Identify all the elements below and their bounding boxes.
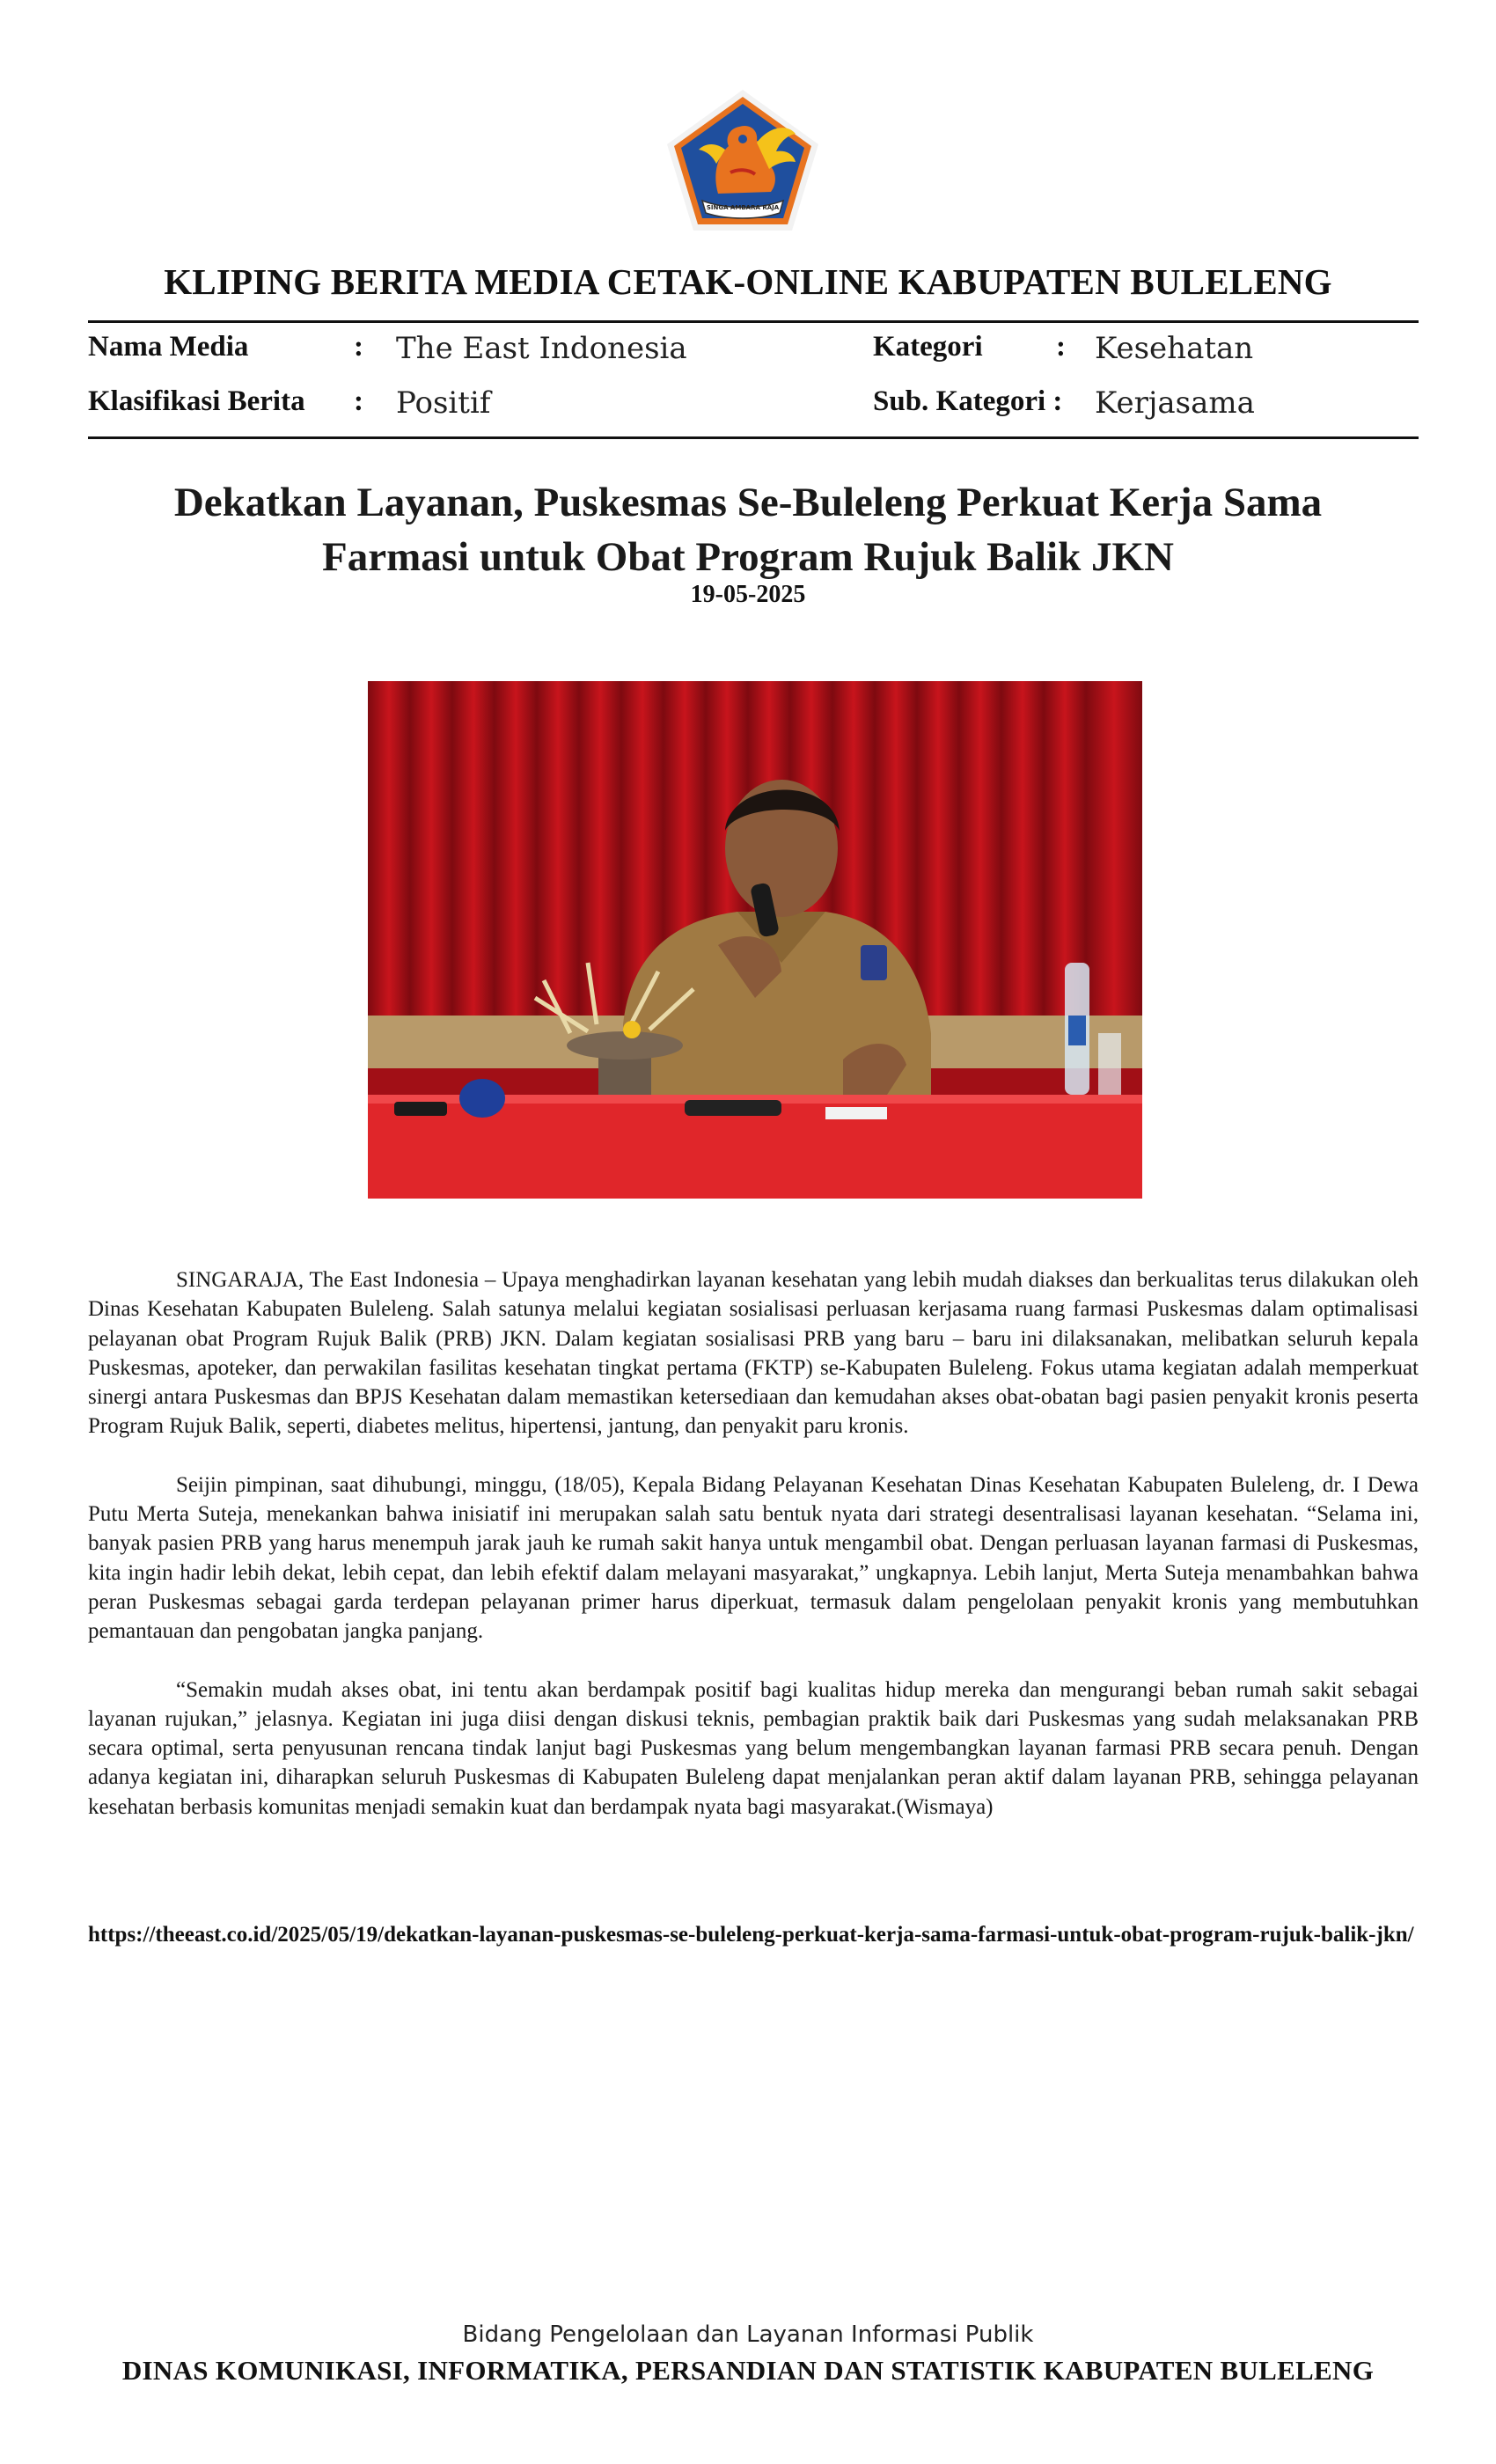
article-date: 19-05-2025	[690, 581, 806, 608]
sub-kategori-label: Sub. Kategori :	[873, 385, 1063, 417]
source-link[interactable]: https://theeast.co.id/2025/05/19/dekatkan-layanan-puskesmas-se-buleleng-perkuat-kerja-sama-farmasi-untuk-obat-program-rujuk-balik-jkn/	[88, 1923, 1414, 1947]
article-paragraph-1: SINGARAJA, The East Indonesia – Upaya menghadirkan layanan kesehatan yang lebih mudah diakses dan berkualitas terus dilakukan oleh Dinas Kesehatan Kabupaten Buleleng. Salah satunya melalui kegiatan sosialisasi perluasan kerjasama ruang farmasi Puskesmas dalam optimalisasi pelayanan obat Program Rujuk Balik (PRB) JKN. Dalam kegiatan sosialisasi PRB yang baru – baru ini dilaksanakan, melibatkan seluruh kepala Puskesmas, apoteker, dan perwakilan fasilitas kesehatan tingkat pertama (FKTP) se-Kabupaten Buleleng. Fokus utama kegiatan adalah memperkuat sinergi antara Puskesmas dan BPJS Kesehatan dalam memastikan ketersediaan dan kemudahan akses obat-obatan bagi pasien penyakit kronis peserta Program Rujuk Balik, seperti, diabetes melitus, hipertensi, jantung, dan penyakit paru kronis.	[88, 1268, 1419, 1439]
article-photo	[368, 681, 1142, 1199]
article-paragraph-3: “Semakin mudah akses obat, ini tentu akan berdampak positif bagi kualitas hidup mereka dan mengurangi beban rumah sakit sebagai layanan rujukan,” jelasnya. Kegiatan ini juga diisi dengan diskusi teknis, pembagian praktik baik dari Puskesmas yang sudah melaksanakan PRB secara optimal, serta penyusunan rencana tindak lanjut bagi Puskesmas yang belum mengembangkan layanan farmasi PRB secara penuh. Dengan adanya kegiatan ini, diharapkan seluruh Puskesmas di Kabupaten Buleleng dapat menjalankan peran aktif dalam layanan PRB, sehingga pelayanan kesehatan berbasis komunitas menjadi semakin kuat dan berdampak nyata bagi masyarakat.(Wismaya)	[88, 1677, 1419, 1819]
klasifikasi-berita-label: Klasifikasi Berita	[88, 385, 305, 417]
nama-media-value: The East Indonesia	[396, 331, 687, 366]
document-title: KLIPING BERITA MEDIA CETAK-ONLINE KABUPATEN BULELENG	[164, 261, 1332, 302]
header-divider-top	[88, 320, 1419, 323]
headline-line-1: Dekatkan Layanan, Puskesmas Se-Buleleng Perkuat Kerja Sama	[173, 480, 1323, 525]
kategori-colon: :	[1056, 331, 1066, 363]
article-body	[88, 1265, 1419, 1851]
nama-media-label: Nama Media	[88, 331, 249, 363]
kategori-value: Kesehatan	[1095, 331, 1254, 366]
buleleng-regency-emblem-icon	[664, 88, 822, 234]
article-headline	[123, 475, 1373, 584]
nama-media-colon: :	[354, 331, 363, 363]
footer-subtitle: Bidang Pengelolaan dan Layanan Informasi Publik	[462, 2321, 1034, 2348]
sub-kategori-value: Kerjasama	[1095, 385, 1255, 421]
footer-agency: DINAS KOMUNIKASI, INFORMATIKA, PERSANDIAN DAN STATISTIK KABUPATEN BULELENG	[121, 2355, 1375, 2386]
kategori-label: Kategori	[873, 331, 983, 363]
klasifikasi-berita-value: Positif	[396, 385, 491, 421]
klasifikasi-berita-colon: :	[354, 385, 363, 417]
emblem-motto: SINGA AMBARA RAJA	[706, 204, 780, 211]
article-paragraph-2: Seijin pimpinan, saat dihubungi, minggu, (18/05), Kepala Bidang Pelayanan Kesehatan Dinas Kesehatan Kabupaten Buleleng, dr. I Dewa Putu Merta Suteja, menekankan bahwa inisiatif ini merupakan salah satu bentuk nyata dari strategi desentralisasi layanan kesehatan. “Selama ini, banyak pasien PRB yang harus menempuh jarak jauh ke rumah sakit hanya untuk mengambil obat. Dengan perluasan layanan farmasi di Puskesmas, kita ingin hadir lebih dekat, lebih cepat, dan lebih efektif dalam melayani masyarakat,” ungkapnya. Lebih lanjut, Merta Suteja menambahkan bahwa peran Puskesmas sebagai garda terdepan pelayanan primer harus diperkuat, termasuk dalam pengelolaan penyakit kronis yang membutuhkan pemantauan dan pengobatan jangka panjang.	[88, 1472, 1419, 1644]
headline-line-2: Farmasi untuk Obat Program Rujuk Balik JKN	[322, 534, 1174, 580]
header-divider-bottom	[88, 436, 1419, 439]
